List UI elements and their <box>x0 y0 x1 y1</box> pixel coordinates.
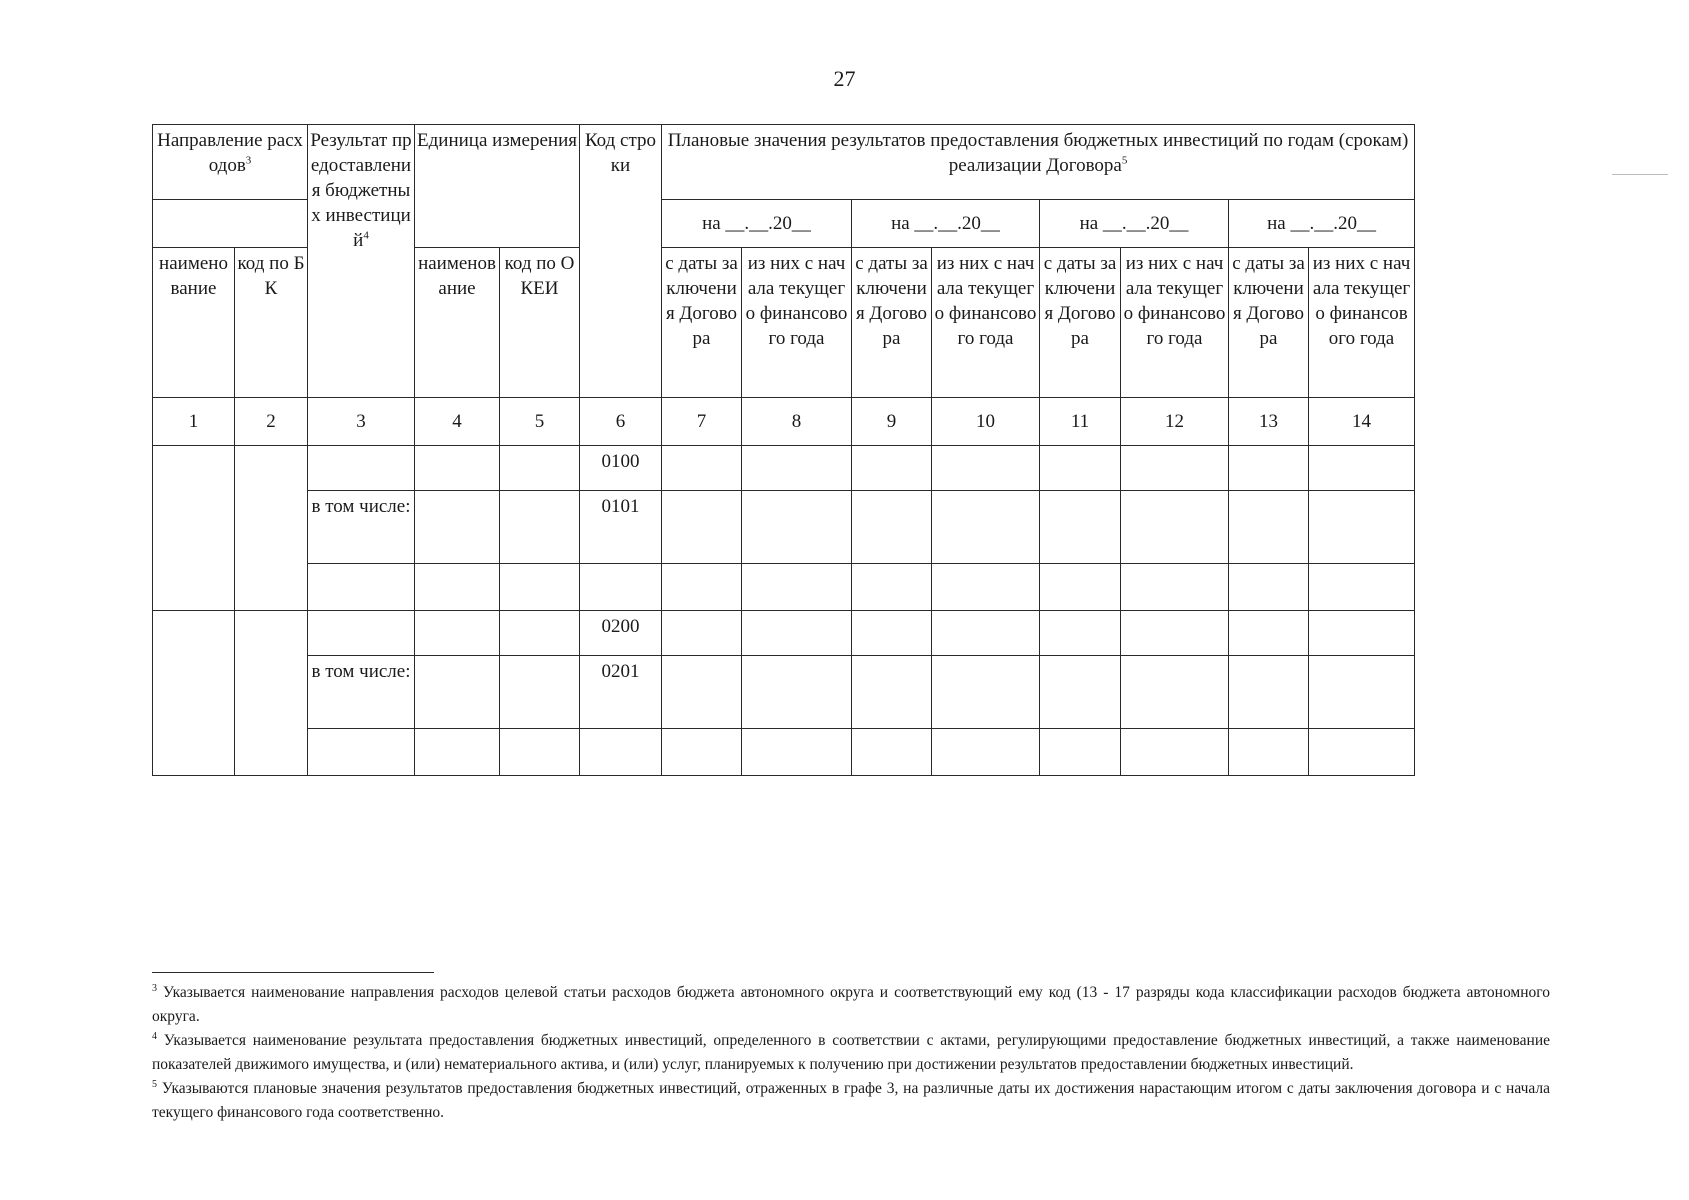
header-direction-name: наименование <box>153 248 235 398</box>
cell-value[interactable] <box>932 446 1040 491</box>
column-number: 11 <box>1040 398 1121 446</box>
cell-line-code[interactable] <box>580 729 662 776</box>
column-number: 8 <box>742 398 852 446</box>
cell-unit-name[interactable] <box>415 564 500 611</box>
column-number-row <box>153 398 1415 446</box>
header-from-contract-2: с даты заключения Договора <box>852 248 932 398</box>
cell-value[interactable] <box>1040 656 1121 729</box>
cell-value[interactable] <box>852 656 932 729</box>
cell-okei-code[interactable] <box>500 564 580 611</box>
cell-value[interactable] <box>1309 491 1415 564</box>
column-number: 9 <box>852 398 932 446</box>
cell-value[interactable] <box>1309 446 1415 491</box>
cell-value[interactable] <box>852 611 932 656</box>
cell-line-code[interactable] <box>580 564 662 611</box>
planned-values-table <box>152 124 1415 776</box>
header-from-contract-3: с даты заключения Договора <box>1040 248 1121 398</box>
cell-line-code: 0200 <box>580 611 662 656</box>
cell-result[interactable] <box>308 611 415 656</box>
cell-value[interactable] <box>662 446 742 491</box>
footnote-5: $^5$ Указываются плановые значения результатов предоставления бюджетных инвестиций, отраженных в графе 3, на различные даты их достижения нарастающим итогом с даты заключения договора и с начала текущего финансового года соответственно. <box>152 1078 1550 1121</box>
cell-okei-code[interactable] <box>500 611 580 656</box>
header-expense-direction-blank <box>153 200 308 248</box>
column-number: 1 <box>153 398 235 446</box>
header-bk-code: код по БК <box>235 248 308 398</box>
cell-value[interactable] <box>1121 564 1229 611</box>
cell-unit-name[interactable] <box>415 656 500 729</box>
cell-value[interactable] <box>1229 564 1309 611</box>
cell-line-code: 0101 <box>580 491 662 564</box>
cell-value[interactable] <box>1229 729 1309 776</box>
header-okei-code: код по ОКЕИ <box>500 248 580 398</box>
margin-mark <box>1612 174 1668 175</box>
table-row <box>153 729 1415 776</box>
cell-value[interactable] <box>1309 611 1415 656</box>
cell-value[interactable] <box>1229 611 1309 656</box>
footnote-3: $^3$ Указывается наименование направления расходов целевой статьи расходов бюджета автономного округа и соответствующий ему код (13 - 17 разряды кода классификации расходов бюджета автономного округа. <box>152 982 1551 1025</box>
cell-value[interactable] <box>932 656 1040 729</box>
table-row <box>153 611 1415 656</box>
cell-direction-name[interactable] <box>153 446 235 611</box>
cell-value[interactable] <box>1229 656 1309 729</box>
column-number: 12 <box>1121 398 1229 446</box>
cell-value[interactable] <box>742 656 852 729</box>
cell-value[interactable] <box>1121 729 1229 776</box>
header-planned-values: Плановые значения результатов предоставления бюджетных инвестиций по годам (срокам) реализации Договора$^5$ <box>662 125 1415 200</box>
footnote-4: $^4$ Указывается наименование результата предоставления бюджетных инвестиций, определенного в соответствии с актами, регулирующими предоставление бюджетных инвестиций, а также наименование показателей движимого имущества, и (или) нематериального актива, и (или) услуг, планируемых к получению при достижении результатов предоставлении бюджетных инвестиций. <box>152 1030 1551 1073</box>
cell-okei-code[interactable] <box>500 729 580 776</box>
column-number: 2 <box>235 398 308 446</box>
column-number: 6 <box>580 398 662 446</box>
cell-value[interactable] <box>1309 656 1415 729</box>
cell-including-label: в том числе: <box>308 491 415 564</box>
cell-value[interactable] <box>742 446 852 491</box>
header-unit: Единица измерения <box>415 125 580 248</box>
cell-value[interactable] <box>852 564 932 611</box>
header-expense-direction: Направление расходов$^3$ <box>153 125 308 200</box>
cell-value[interactable] <box>1040 564 1121 611</box>
footnote-divider <box>152 972 434 973</box>
cell-value[interactable] <box>662 729 742 776</box>
cell-unit-name[interactable] <box>415 729 500 776</box>
cell-value[interactable] <box>1040 729 1121 776</box>
cell-line-code: 0201 <box>580 656 662 729</box>
header-result: Результат предоставления бюджетных инвестиций$^4$ <box>308 125 415 398</box>
cell-value[interactable] <box>1040 446 1121 491</box>
cell-result[interactable] <box>308 564 415 611</box>
column-number: 3 <box>308 398 415 446</box>
cell-value[interactable] <box>1121 656 1229 729</box>
cell-unit-name[interactable] <box>415 491 500 564</box>
header-from-contract-4: с даты заключения Договора <box>1229 248 1309 398</box>
cell-value[interactable] <box>662 656 742 729</box>
column-number: 4 <box>415 398 500 446</box>
cell-value[interactable] <box>662 564 742 611</box>
header-from-year-start-4: из них с начала текущего финансового года <box>1309 248 1415 398</box>
header-from-year-start-2: из них с начала текущего финансового года <box>932 248 1040 398</box>
table-row <box>153 446 1415 491</box>
cell-value[interactable] <box>742 564 852 611</box>
cell-value[interactable] <box>1040 491 1121 564</box>
cell-value[interactable] <box>932 564 1040 611</box>
column-number: 10 <box>932 398 1040 446</box>
cell-value[interactable] <box>1229 446 1309 491</box>
cell-value[interactable] <box>1121 611 1229 656</box>
column-number: 5 <box>500 398 580 446</box>
header-unit-name: наименование <box>415 248 500 398</box>
column-number: 13 <box>1229 398 1309 446</box>
cell-unit-name[interactable] <box>415 446 500 491</box>
cell-value[interactable] <box>852 491 932 564</box>
table-row <box>153 564 1415 611</box>
cell-value[interactable] <box>852 729 932 776</box>
cell-line-code: 0100 <box>580 446 662 491</box>
table-row <box>153 491 1415 564</box>
table-row <box>153 656 1415 729</box>
cell-bk-code[interactable] <box>235 446 308 611</box>
cell-direction-name[interactable] <box>153 611 235 776</box>
cell-value[interactable] <box>852 446 932 491</box>
header-from-year-start-3: из них с начала текущего финансового года <box>1121 248 1229 398</box>
header-line-code: Код строки <box>580 125 662 398</box>
cell-unit-name[interactable] <box>415 611 500 656</box>
header-period-4: на __.__.20__ <box>1229 200 1415 248</box>
header-period-3: на __.__.20__ <box>1040 200 1229 248</box>
cell-value[interactable] <box>1121 491 1229 564</box>
cell-result[interactable] <box>308 446 415 491</box>
cell-value[interactable] <box>932 491 1040 564</box>
cell-value[interactable] <box>742 491 852 564</box>
cell-value[interactable] <box>932 729 1040 776</box>
header-from-contract-1: с даты заключения Договора <box>662 248 742 398</box>
cell-value[interactable] <box>742 729 852 776</box>
footnotes <box>152 981 1550 1125</box>
cell-okei-code[interactable] <box>500 446 580 491</box>
page-number: 27 <box>833 66 856 91</box>
cell-value[interactable] <box>1309 729 1415 776</box>
cell-value[interactable] <box>1121 446 1229 491</box>
cell-value[interactable] <box>1040 611 1121 656</box>
cell-result[interactable] <box>308 729 415 776</box>
cell-bk-code[interactable] <box>235 611 308 776</box>
cell-value[interactable] <box>742 611 852 656</box>
column-number: 7 <box>662 398 742 446</box>
cell-value[interactable] <box>1229 491 1309 564</box>
header-period-2: на __.__.20__ <box>852 200 1040 248</box>
cell-value[interactable] <box>1309 564 1415 611</box>
cell-value[interactable] <box>662 491 742 564</box>
header-period-1: на __.__.20__ <box>662 200 852 248</box>
cell-value[interactable] <box>932 611 1040 656</box>
cell-value[interactable] <box>662 611 742 656</box>
cell-including-label: в том числе: <box>308 656 415 729</box>
cell-okei-code[interactable] <box>500 491 580 564</box>
column-number: 14 <box>1309 398 1415 446</box>
cell-okei-code[interactable] <box>500 656 580 729</box>
header-from-year-start-1: из них с начала текущего финансового года <box>742 248 852 398</box>
